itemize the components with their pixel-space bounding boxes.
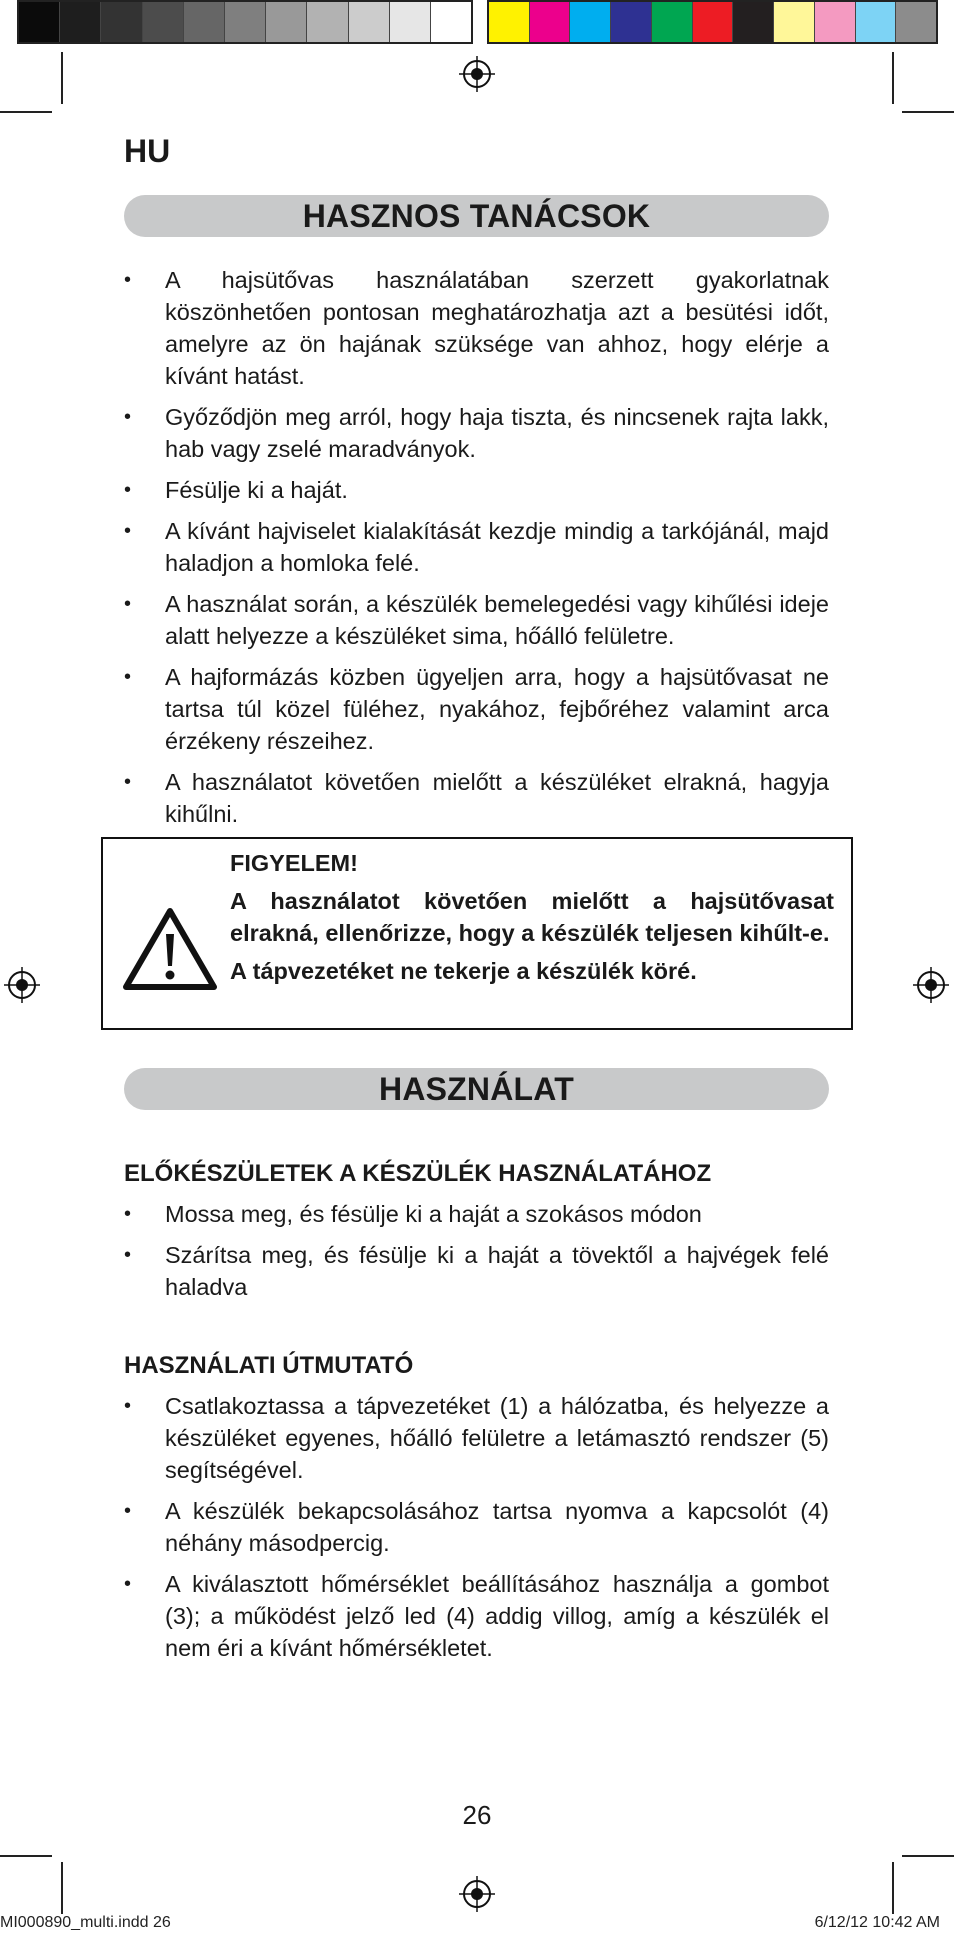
warning-triangle-icon [122,906,218,992]
list-item-text: A kívánt hajviselet kialakítását kezdje mindig a tarkójánál, majd haladjon a homloka felé. [165,518,829,576]
warning-box [101,837,853,1030]
list-item-text: A kiválasztott hőmérséklet beállításához használja a gombot (3); a működést jelző led (4) addig villog, amíg a készülék el nem éri a kívánt hőmérsékletet. [165,1571,829,1661]
grayscale-color-bar [17,0,473,44]
list-item: • Szárítsa meg, és fésülje ki a haját a tövektől a hajvégek felé haladva [124,1242,829,1300]
process-color-bar [487,0,938,44]
page-number: 26 [462,1800,492,1830]
crop-mark-bottom-left-horizontal [0,1855,52,1857]
list-item-text: A használat során, a készülék bemelegedési vagy kihűlési ideje alatt helyezze a készüléket sima, hőálló felületre. [165,591,829,649]
color-swatch [489,2,530,42]
color-swatch [530,2,571,42]
crop-mark-top-left-vertical [61,52,63,104]
crop-mark-top-right-vertical [892,52,894,104]
color-swatch [307,2,348,42]
list-item-text: Szárítsa meg, és fésülje ki a haját a tövektől a hajvégek felé haladva [165,1242,829,1300]
warning-line: A tápvezetéket ne tekerje a készülék köré. [230,958,697,984]
list-item-text: A készülék bekapcsolásához tartsa nyomva a kapcsolót (4) néhány másodpercig. [165,1498,829,1556]
color-swatch [390,2,431,42]
color-swatch [266,2,307,42]
list-item-text: Fésülje ki a haját. [165,477,348,503]
crop-mark-bottom-right-horizontal [902,1855,954,1857]
list-item: • A készülék bekapcsolásához tartsa nyomva a kapcsolót (4) néhány másodpercig. [124,1498,829,1556]
registration-mark-top-icon [459,56,495,92]
color-swatch [896,2,936,42]
list-item-text: A hajsütővas használatában szerzett gyakorlatnak köszönhetően pontosan meghatározhatja azt a besütési időt, amelyre az ön hajának szüksége van ahhoz, hogy elérje a kívánt hatást. [165,267,829,389]
registration-mark-left-icon [4,967,40,1003]
color-swatch [611,2,652,42]
slug-datetime: 6/12/12 10:42 AM [814,1914,940,1931]
color-swatch [693,2,734,42]
section-title-hasznos-tanacsok: HASZNOS TANÁCSOK [124,195,829,237]
section-title-hasznalat: HASZNÁLAT [124,1068,829,1110]
color-swatch [431,2,471,42]
list-item-text: A használatot követően mielőtt a készüléket elrakná, hagyja kihűlni. [165,769,829,827]
list-item: • A kívánt hajviselet kialakítását kezdje mindig a tarkójánál, majd haladjon a homloka felé. [124,518,829,576]
tips-list [124,264,829,839]
color-swatch [19,2,60,42]
slug-filename: MI000890_multi.indd 26 [0,1914,171,1931]
list-item-text: Mossa meg, és fésülje ki a haját a szokásos módon [165,1201,702,1227]
list-item: • A hajsütővas használatában szerzett gyakorlatnak köszönhetően pontosan meghatározhatja azt a besütési időt, amelyre az ön hajának szüksége van ahhoz, hogy elérje a kívánt hatást. [124,267,829,389]
language-code: HU [124,133,171,169]
warning-title: FIGYELEM! [230,850,358,876]
warning-text [230,847,834,993]
list-item: • Mossa meg, és fésülje ki a haját a szokásos módon [124,1201,702,1227]
color-swatch [60,2,101,42]
color-swatch [570,2,611,42]
usage-list [124,1390,829,1673]
list-item-text: A hajformázás közben ügyeljen arra, hogy a hajsütővasat ne tartsa túl közel füléhez, nyakához, fejbőréhez valamint arca érzékeny részeihez. [165,664,829,754]
color-swatch [733,2,774,42]
preparation-list [124,1198,829,1312]
list-item: • A hajformázás közben ügyeljen arra, hogy a hajsütővasat ne tartsa túl közel füléhez, nyakához, fejbőréhez valamint arca érzékeny részeihez. [124,664,829,754]
warning-line: A használatot követően mielőtt a hajsütővasat elrakná, ellenőrizze, hogy a készülék teljesen kihűlt-e. [230,888,834,946]
color-swatch [143,2,184,42]
color-swatch [856,2,897,42]
list-item: • Fésülje ki a haját. [124,477,348,503]
list-item: • A használat során, a készülék bemelegedési vagy kihűlési ideje alatt helyezze a készüléket sima, hőálló felületre. [124,591,829,649]
list-item-text: Csatlakoztassa a tápvezetéket (1) a hálózatba, és helyezze a készüléket egyenes, hőálló felületre a letámasztó rendszer (5) segítségével. [165,1393,829,1483]
crop-mark-bottom-left-vertical [61,1862,63,1914]
subheading-usage-guide: HASZNÁLATI ÚTMUTATÓ [124,1352,414,1379]
color-swatch [349,2,390,42]
color-swatch [774,2,815,42]
list-item-text: Győződjön meg arról, hogy haja tiszta, és nincsenek rajta lakk, hab vagy zselé maradványok. [165,404,829,462]
list-item: • Győződjön meg arról, hogy haja tiszta, és nincsenek rajta lakk, hab vagy zselé maradványok. [124,404,829,462]
list-item: • A kiválasztott hőmérséklet beállításához használja a gombot (3); a működést jelző led (4) addig villog, amíg a készülék el nem éri a kívánt hőmérsékletet. [124,1571,829,1661]
color-swatch [184,2,225,42]
crop-mark-bottom-right-vertical [892,1862,894,1914]
crop-mark-top-right-horizontal [902,111,954,113]
registration-mark-right-icon [913,967,949,1003]
registration-mark-bottom-icon [459,1876,495,1912]
list-item: • Csatlakoztassa a tápvezetéket (1) a hálózatba, és helyezze a készüléket egyenes, hőálló felületre a letámasztó rendszer (5) segítségével. [124,1393,829,1483]
color-swatch [101,2,142,42]
color-swatch [225,2,266,42]
subheading-preparation: ELŐKÉSZÜLETEK A KÉSZÜLÉK HASZNÁLATÁHOZ [124,1160,712,1187]
crop-mark-top-left-horizontal [0,111,52,113]
list-item: • A használatot követően mielőtt a készüléket elrakná, hagyja kihűlni. [124,769,829,827]
color-swatch [652,2,693,42]
color-swatch [815,2,856,42]
